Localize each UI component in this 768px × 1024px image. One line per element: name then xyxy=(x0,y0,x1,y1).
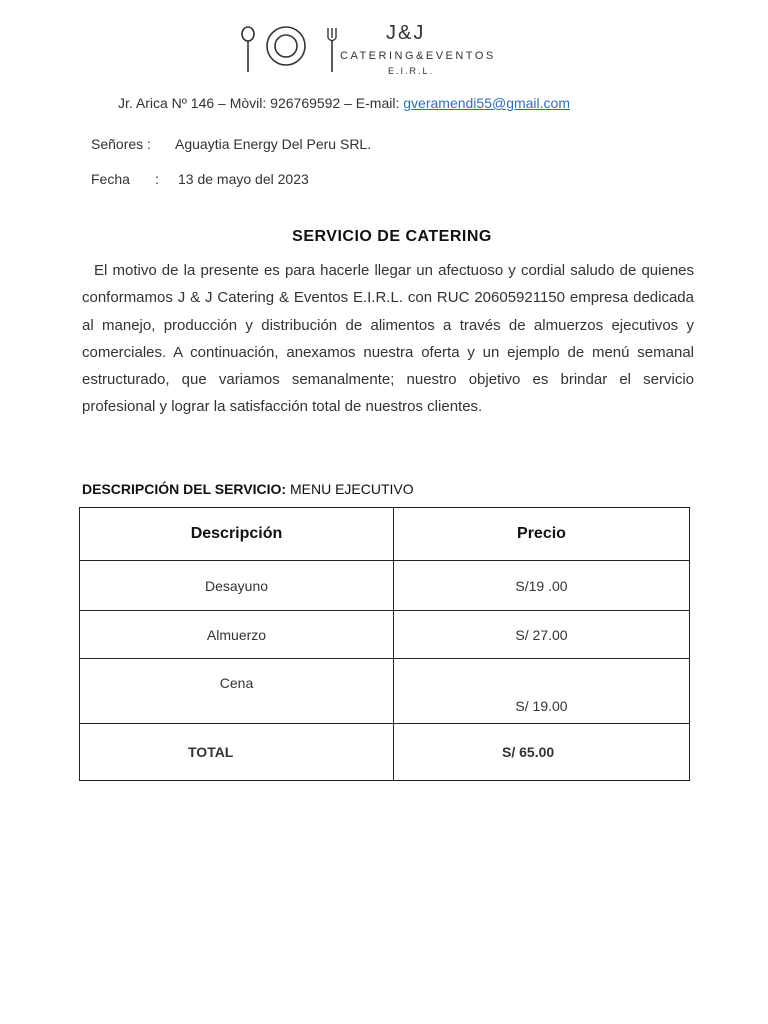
total-label: TOTAL xyxy=(80,724,394,781)
table-header-row xyxy=(80,508,690,561)
document-title: SERVICIO DE CATERING xyxy=(292,228,492,245)
spoon-icon xyxy=(242,27,254,72)
row-description: Almuerzo xyxy=(80,611,394,659)
price-table xyxy=(79,507,690,781)
recipient-label xyxy=(91,136,151,152)
row-price: S/ 19.00 xyxy=(394,659,690,724)
table-row xyxy=(80,611,690,659)
row-description: Cena xyxy=(80,659,394,724)
service-value: MENU EJECUTIVO xyxy=(289,481,414,497)
brand-name: J&J xyxy=(386,22,426,44)
header-description: Descripción xyxy=(80,508,394,561)
brand-subtitle: CATERING&EVENTOS xyxy=(340,50,496,62)
fork-icon xyxy=(328,28,336,72)
date-value: 13 de mayo del 2023 xyxy=(178,171,309,187)
total-value: S/ 65.00 xyxy=(394,724,690,781)
header-price: Precio xyxy=(394,508,690,561)
contact-address: Jr. Arica Nº 146 – Mòvil: 926769592 – E-mail: xyxy=(118,95,404,111)
recipient-value: Aguaytia Energy Del Peru SRL. xyxy=(175,136,372,152)
contact-line xyxy=(118,95,570,111)
email-link[interactable]: gveramendi55@gmail.com xyxy=(403,95,570,111)
table-row xyxy=(80,659,690,724)
row-price: S/ 27.00 xyxy=(394,611,690,659)
body-text: El motivo de la presente es para hacerle llegar un afectuoso y cordial saludo de quienes conformamos J & J Catering & Eventos E.I.R.L. con RUC 20605921150 empresa dedicada al manejo, producción y distribución de alimentos a través de almuerzos ejecutivos y comerciales. A continuación, anexamos nuestra oferta y un ejemplo de menú semanal estructurado, que variamos semanalmente; nuestro objetivo es brindar el servicio profesional y lograr la satisfacción total de nuestros clientes. xyxy=(82,262,694,416)
service-description xyxy=(82,481,414,497)
table-row xyxy=(80,561,690,611)
row-price: S/19 .00 xyxy=(394,561,690,611)
company-logo xyxy=(236,14,496,76)
date-label: Fecha xyxy=(91,171,130,187)
body-paragraph xyxy=(82,257,694,421)
row-description: Desayuno xyxy=(80,561,394,611)
service-label: DESCRIPCIÓN DEL SERVICIO: xyxy=(82,481,287,497)
date-separator: : xyxy=(155,171,159,187)
brand-company-type: E.I.R.L. xyxy=(388,66,435,76)
total-row xyxy=(80,724,690,781)
plate-icon xyxy=(267,27,305,65)
recipient-label-text: Señores : xyxy=(91,136,151,152)
cutlery-logo-graphic xyxy=(236,14,346,76)
